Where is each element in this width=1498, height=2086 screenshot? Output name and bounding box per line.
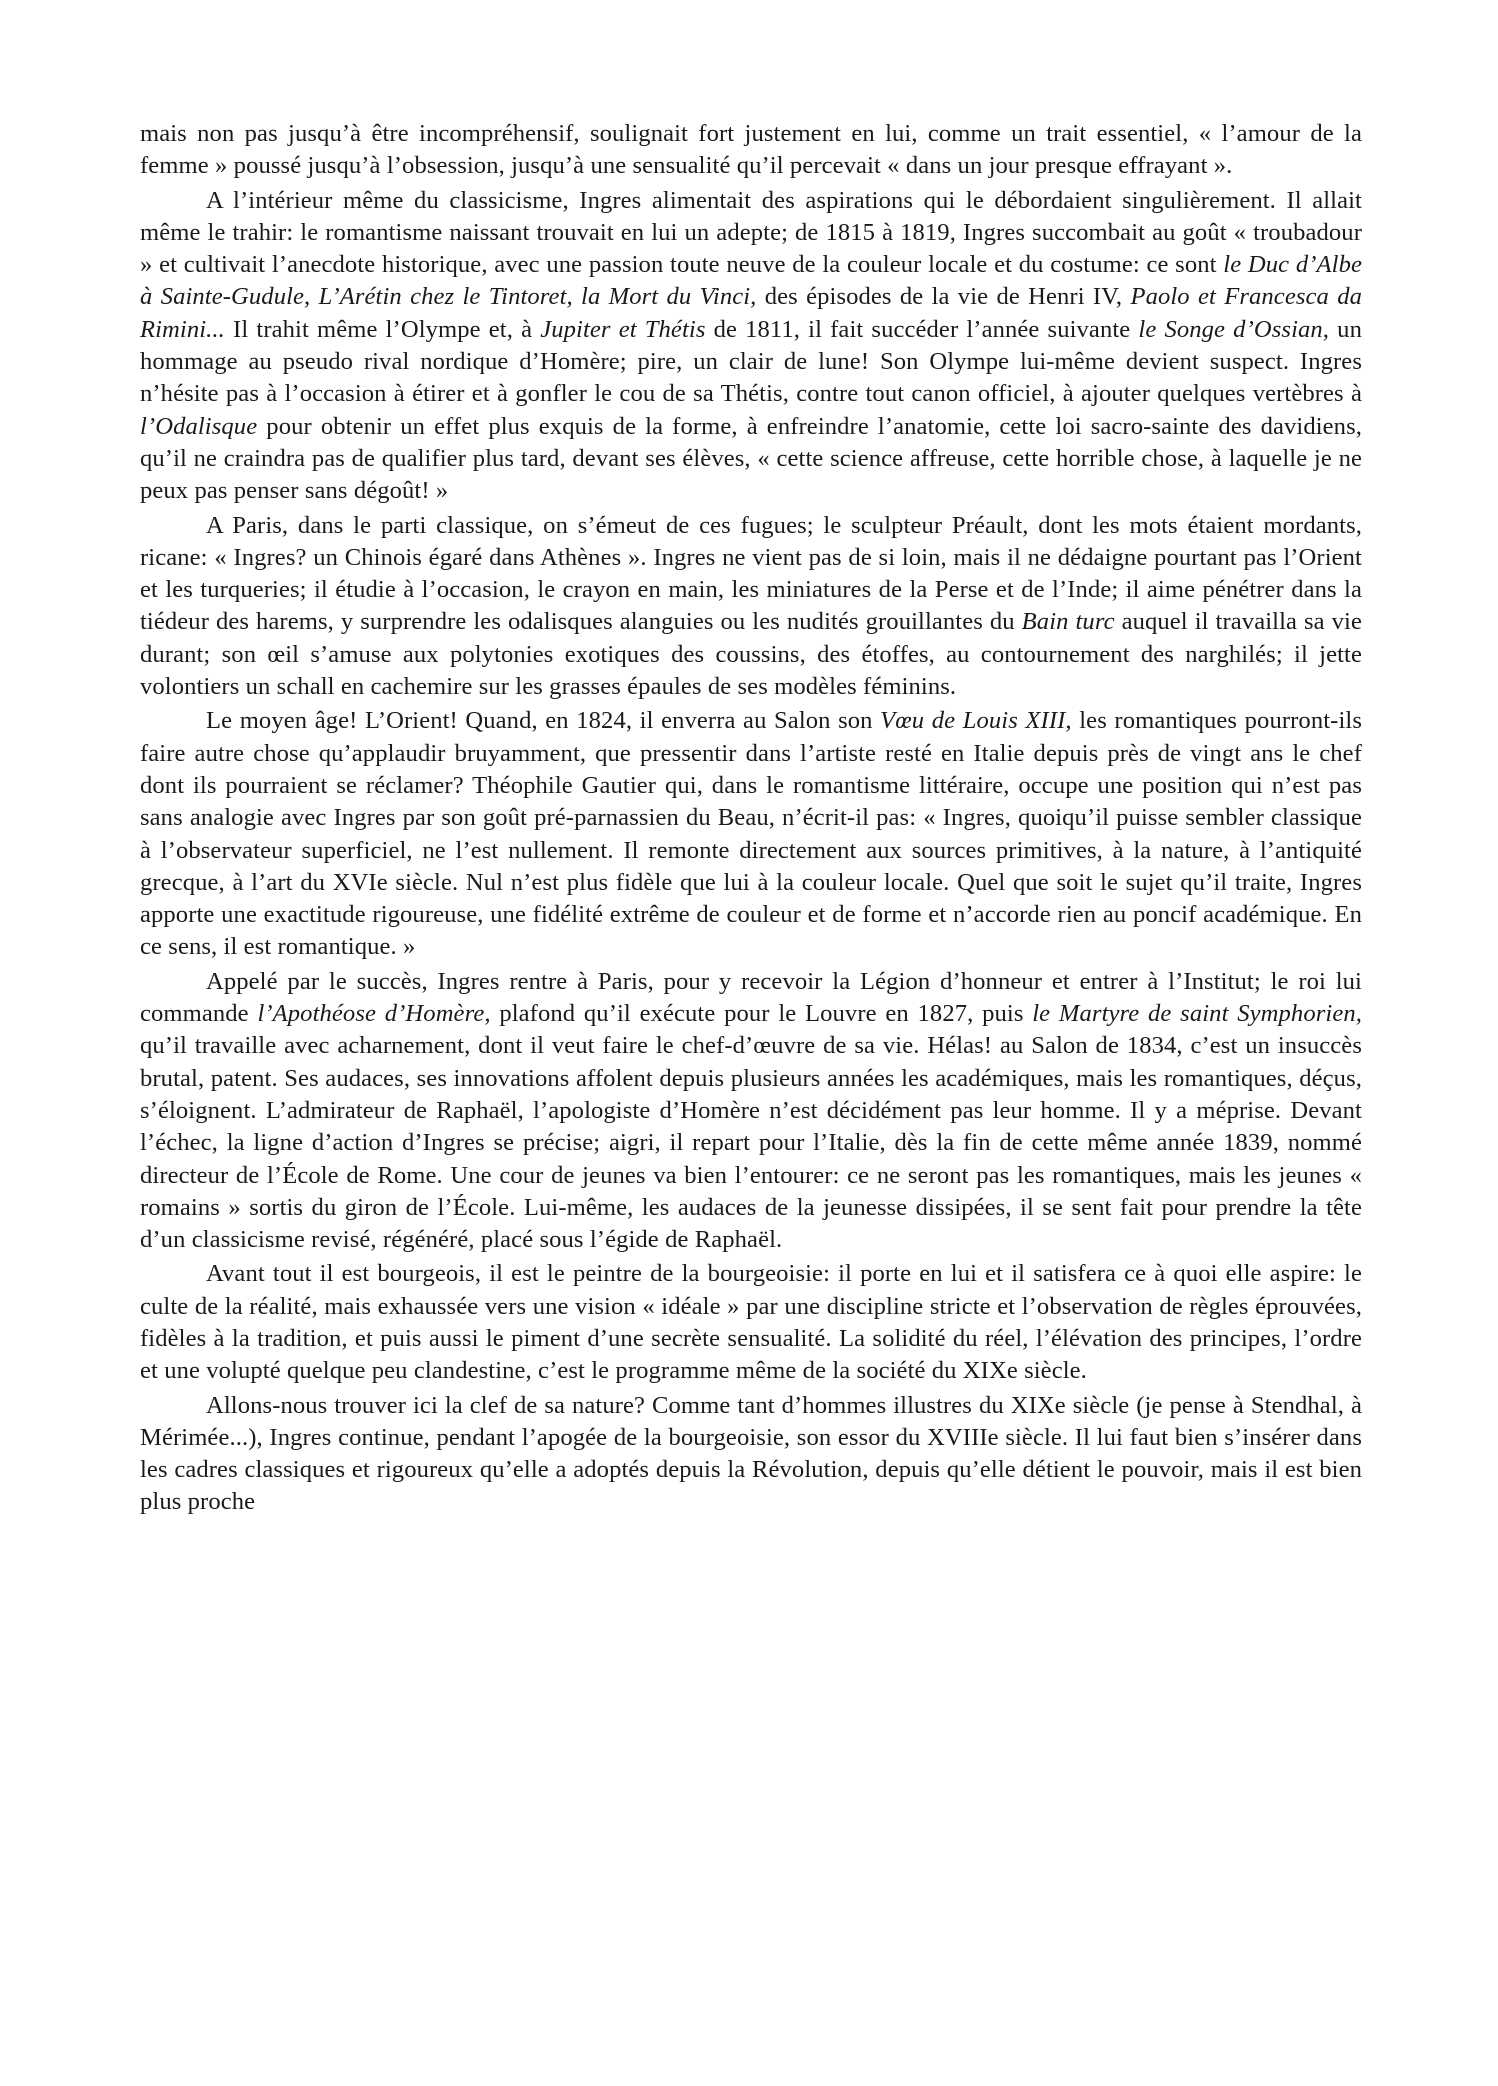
- text-run: Il trahit même l’Olympe et, à: [224, 315, 541, 343]
- text-run: A Paris, dans le parti classique, on s’émeut de ces fugues; le sculpteur Préault, dont les mots étaient mordants, ricane: « Ingres? un Chinois égaré dans Athènes ». Ingres ne vient pas de si loin, mais il ne dédaigne pourtant pas l’Orient et les turqueries; il étudie à l’occasion, le crayon en main, les miniatures de la Perse et de l’Inde; il aime pénétrer dans la tiédeur des harems, y surprendre les odalisques alanguies ou les nudités grouillantes du: [140, 511, 1362, 636]
- text-run: Le moyen âge! L’Orient! Quand, en 1824, il enverra au Salon son: [206, 707, 881, 735]
- paragraph: [140, 1390, 1362, 1519]
- italic-title-run: Vœu de Louis XIII,: [880, 707, 1072, 735]
- italic-title-run: le Martyre de saint Symphorien,: [1032, 1000, 1362, 1028]
- page-body-text: [140, 118, 1362, 1519]
- italic-title-run: Paolo et Francesca da Rimini...: [140, 283, 1363, 343]
- text-run: mais non pas jusqu’à être incompréhensif, soulignait fort justement en lui, comme un trait essentiel, « l’amour de la femme » poussé jusqu’à l’obsession, jusqu’à une sensualité qu’il percevait « dans un jour presque effrayant ».: [140, 120, 1362, 180]
- text-run: Avant tout il est bourgeois, il est le peintre de la bourgeoisie: il porte en lui et il satisfera ce à quoi elle aspire: le culte de la réalité, mais exhaussée vers une vision « idéale » par une discipline stricte et l’observation de règles éprouvées, fidèles à la tradition, et puis aussi le piment d’une secrète sensualité. La solidité du réel, l’élévation des principes, l’ordre et une volupté quelque peu clandestine, c’est le programme même de la société du XIXe siècle.: [140, 1260, 1362, 1385]
- italic-title-run: l’Apothéose d’Homère,: [257, 1000, 491, 1028]
- italic-title-run: le Songe d’Ossian,: [1138, 315, 1330, 343]
- paragraph: [140, 1258, 1362, 1387]
- text-run: A l’intérieur même du classicisme, Ingres alimentait des aspirations qui le débordaient singulièrement. Il allait même le trahir: le romantisme naissant trouvait en lui un adepte; de 1815 à 1819, Ingres succombait au goût « troubadour » et cultivait l’anecdote historique, avec une passion toute neuve de la couleur locale et du costume: ce sont: [140, 186, 1362, 279]
- paragraph: [140, 705, 1362, 963]
- text-run: qu’il travaille avec acharnement, dont il veut faire le chef-d’œuvre de sa vie. Hélas! au Salon de 1834, c’est un insuccès brutal, patent. Ses audaces, ses innovations affolent depuis plusieurs années les académiques, mais les romantiques, déçus, s’éloignent. L’admirateur de Raphaël, l’apologiste d’Homère n’est décidément pas leur homme. Il y a méprise. Devant l’échec, la ligne d’action d’Ingres se précise; aigri, il repart pour l’Italie, dès la fin de cette même année 1839, nommé directeur de l’École de Rome. Une cour de jeunes va bien l’entourer: ce ne seront pas les romantiques, mais les jeunes « romains » sortis du giron de l’École. Lui-même, les audaces de la jeunesse dissipées, il se sent fait pour prendre la tête d’un classicisme revisé, régénéré, placé sous l’égide de Raphaël.: [140, 1032, 1362, 1254]
- italic-title-run: l’Odalisque: [140, 412, 258, 440]
- text-run: Appelé par le succès, Ingres rentre à Paris, pour y recevoir la Légion d’honneur et entrer à l’Institut; le roi lui commande: [140, 967, 1362, 1028]
- text-run: des épisodes de la vie de Henri IV,: [756, 283, 1131, 311]
- text-run: les romantiques pourront-ils faire autre chose qu’applaudir bruyamment, que pressentir dans l’artiste resté en Italie depuis près de vingt ans le chef dont ils pourraient se réclamer? Théophile Gautier qui, dans le romantisme littéraire, occupe une position qui n’est pas sans analogie avec Ingres par son goût pré-parnassien du Beau, n’écrit-il pas: « Ingres, quoiqu’il puisse sembler classique à l’observateur superficiel, ne l’est nullement. Il remonte directement aux sources primitives, à la nature, à l’antiquité grecque, à l’art du XVIe siècle. Nul n’est plus fidèle que lui à la couleur locale. Quel que soit le sujet qu’il traite, Ingres apporte une exactitude rigoureuse, une fidélité extrême de couleur et de forme et n’accorde rien au poncif académique. En ce sens, il est romantique. »: [140, 707, 1362, 961]
- italic-title-run: Bain turc: [1021, 608, 1115, 636]
- paragraph: [140, 185, 1362, 508]
- italic-title-run: le Duc d’Albe à Sainte-Gudule, L’Arétin chez le Tintoret, la Mort du Vinci,: [140, 251, 1363, 311]
- paragraph: [140, 966, 1362, 1257]
- paragraph: [140, 510, 1362, 704]
- text-run: un hommage au pseudo rival nordique d’Homère; pire, un clair de lune! Son Olympe lui-même devient suspect. Ingres n’hésite pas à l’occasion à étirer et à gonfler le cou de sa Thétis, contre tout canon officiel, à ajouter quelques vertèbres à: [140, 315, 1362, 408]
- paragraph: [140, 118, 1362, 183]
- italic-title-run: Jupiter et Thétis: [540, 315, 706, 343]
- text-run: de 1811, il fait succéder l’année suivante: [705, 315, 1139, 343]
- text-run: Allons-nous trouver ici la clef de sa nature? Comme tant d’hommes illustres du XIXe siècle (je pense à Stendhal, à Mérimée...), Ingres continue, pendant l’apogée de la bourgeoisie, son essor du XVIIIe siècle. Il lui faut bien s’insérer dans les cadres classiques et rigoureux qu’elle a adoptés depuis la Révolution, depuis qu’elle détient le pouvoir, mais il est bien plus proche: [140, 1391, 1362, 1516]
- text-run: auquel il travailla sa vie durant; son œil s’amuse aux polytonies exotiques des coussins, des étoffes, au contournement des narghilés; il jette volontiers un schall en cachemire sur les grasses épaules de ses modèles féminins.: [140, 608, 1363, 701]
- text-run: pour obtenir un effet plus exquis de la forme, à enfreindre l’anatomie, cette loi sacro-sainte des davidiens, qu’il ne craindra pas de qualifier plus tard, devant ses élèves, « cette science affreuse, cette horrible chose, à laquelle je ne peux pas penser sans dégoût! »: [140, 412, 1362, 505]
- text-run: plafond qu’il exécute pour le Louvre en 1827, puis: [490, 1000, 1033, 1028]
